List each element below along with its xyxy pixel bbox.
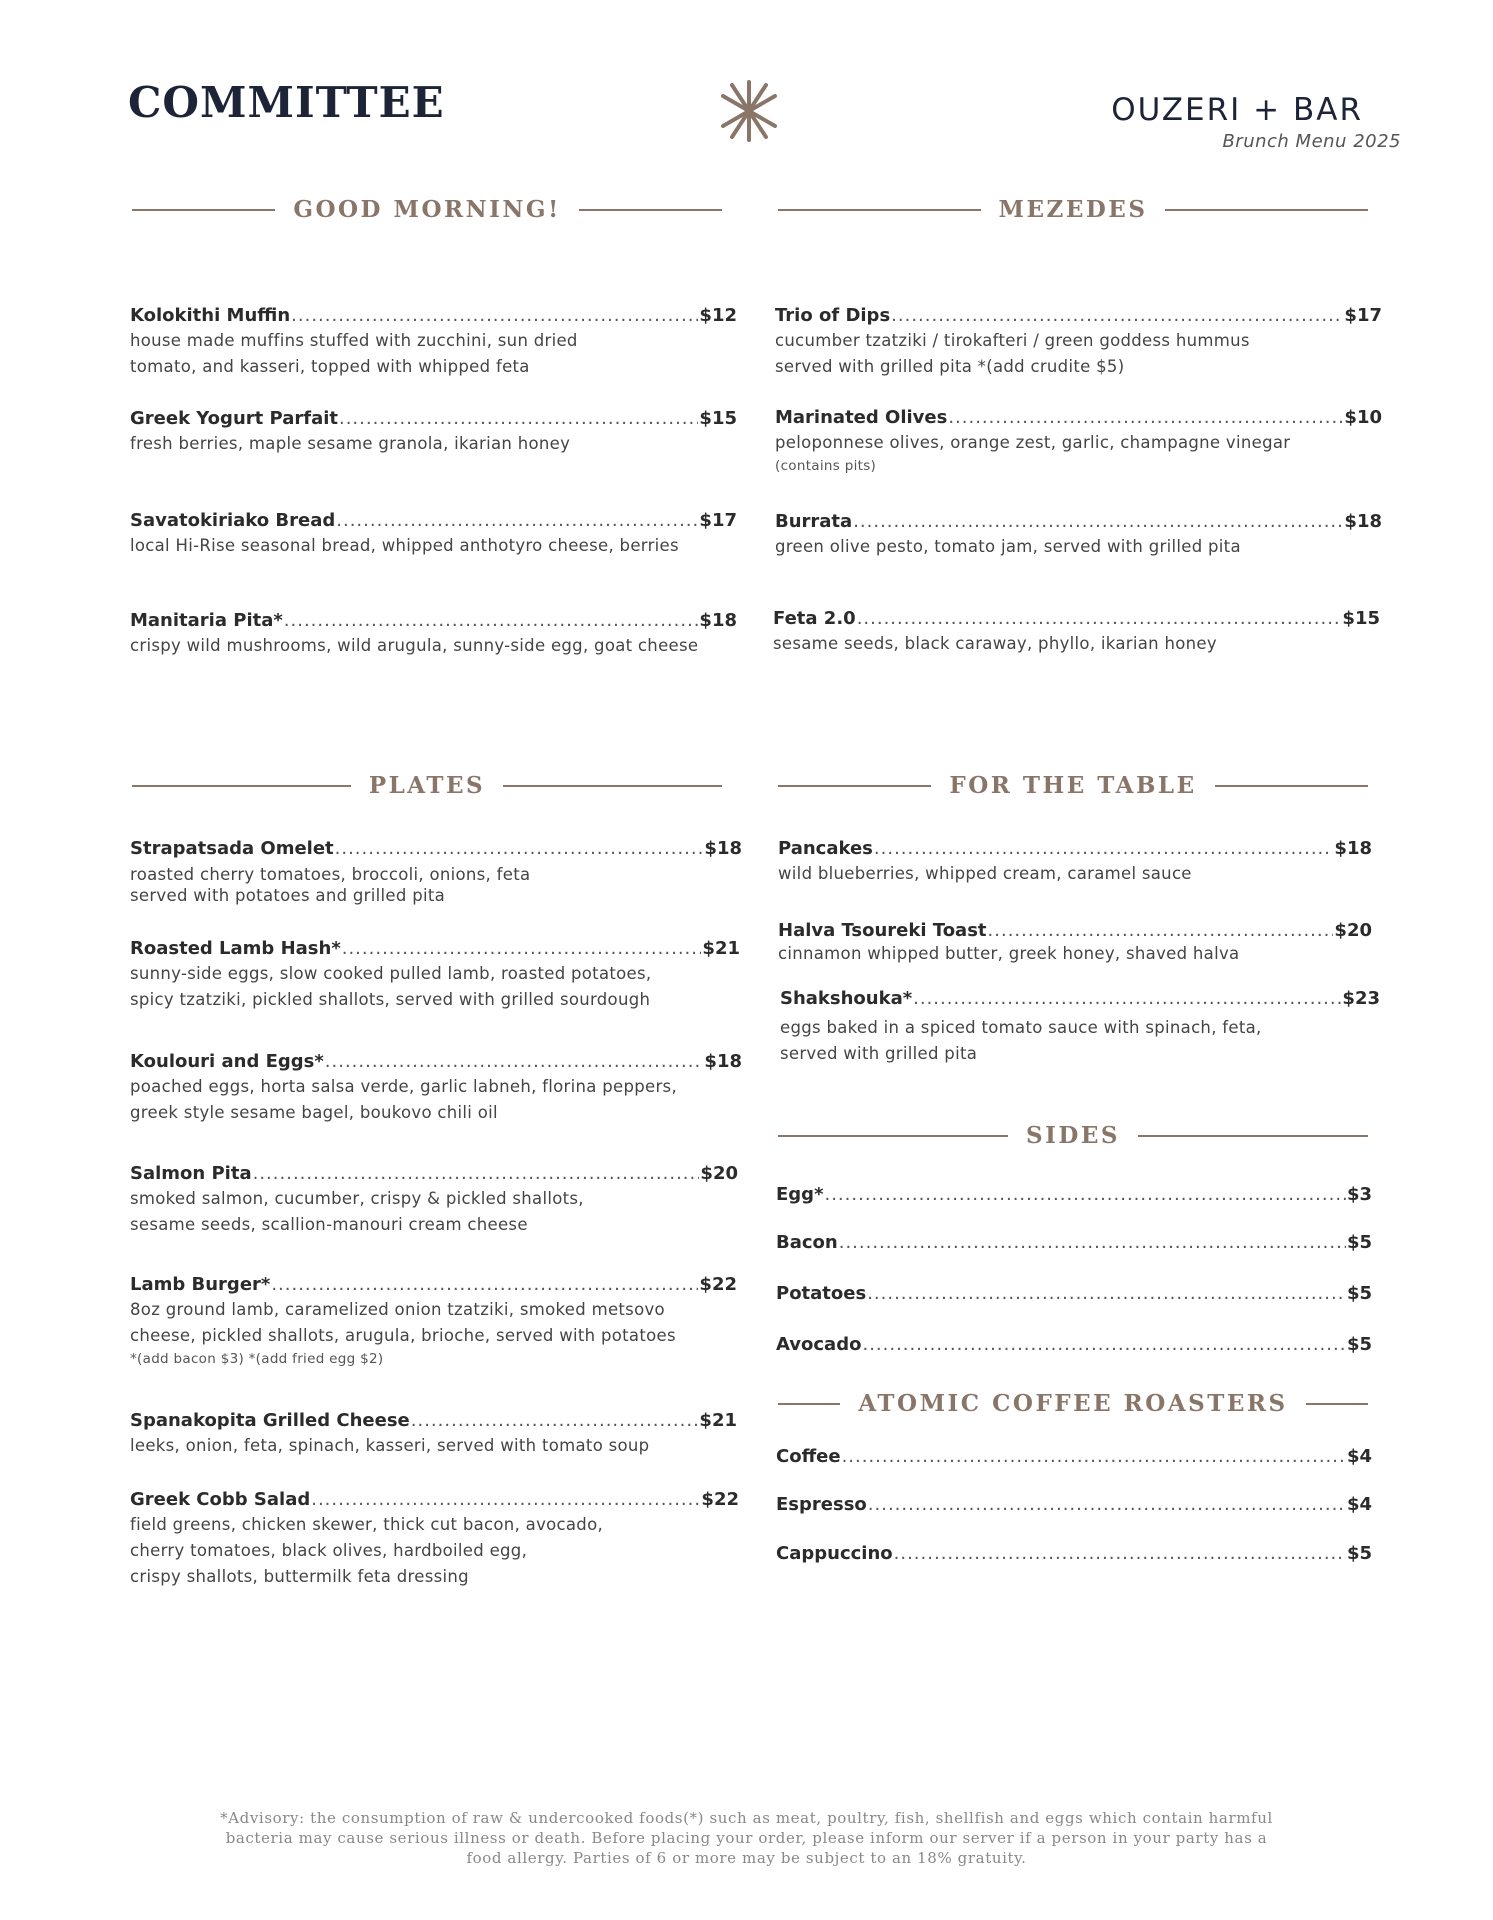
item-description: local Hi-Rise seasonal bread, whipped anthotyro cheese, berries <box>130 536 679 555</box>
section-header-for-the-table <box>778 772 1368 799</box>
item-price: $20 <box>1334 920 1372 941</box>
item-name: Strapatsada Omelet <box>130 838 334 859</box>
item-price: $15 <box>1342 608 1380 629</box>
menu-item <box>776 1334 1372 1355</box>
item-description: peloponnese olives, orange zest, garlic, champagne vinegar <box>775 433 1291 452</box>
item-price: $3 <box>1346 1184 1372 1205</box>
item-name: Greek Cobb Salad <box>130 1489 311 1510</box>
item-price: $18 <box>1344 511 1382 532</box>
item-description: wild blueberries, whipped cream, caramel sauce <box>778 864 1192 883</box>
item-description: house made muffins stuffed with zucchini, sun dried tomato, and kasseri, topped with whipped feta <box>130 331 578 376</box>
item-name: Potatoes <box>776 1283 867 1304</box>
item-price: $21 <box>702 938 740 959</box>
item-price: $21 <box>699 1410 737 1431</box>
item-name: Burrata <box>775 511 853 532</box>
menu-item <box>130 938 740 1013</box>
item-description: cinnamon whipped butter, greek honey, shaved halva <box>778 944 1240 963</box>
item-description: sesame seeds, black caraway, phyllo, ikarian honey <box>773 634 1217 653</box>
item-description: poached eggs, horta salsa verde, garlic labneh, florina peppers, greek style sesame bagel, boukovo chili oil <box>130 1077 677 1122</box>
menu-item <box>778 920 1372 967</box>
menu-item <box>776 1446 1372 1467</box>
section-title: MEZEDES <box>998 196 1148 223</box>
item-price: $5 <box>1346 1334 1372 1355</box>
item-note: *(add bacon $3) *(add fried egg $2) <box>130 1351 384 1367</box>
item-name: Manitaria Pita* <box>130 610 283 631</box>
item-price: $18 <box>699 610 737 631</box>
item-name: Bacon <box>776 1232 838 1253</box>
item-price: $18 <box>704 838 742 859</box>
menu-item <box>776 1232 1372 1253</box>
item-note: (contains pits) <box>775 458 877 474</box>
section-title: FOR THE TABLE <box>949 772 1197 799</box>
item-name: Greek Yogurt Parfait <box>130 408 338 429</box>
item-price: $4 <box>1346 1494 1372 1515</box>
item-name: Savatokiriako Bread <box>130 510 336 531</box>
item-name: Lamb Burger* <box>130 1274 271 1295</box>
menu-item <box>130 610 737 659</box>
item-price: $22 <box>699 1274 737 1295</box>
item-price: $4 <box>1346 1446 1372 1467</box>
item-price: $18 <box>704 1051 742 1072</box>
item-price: $18 <box>1334 838 1372 859</box>
section-header-coffee <box>778 1390 1368 1417</box>
item-name: Feta 2.0 <box>773 608 856 629</box>
section-header-mezedes <box>778 196 1368 223</box>
item-price: $17 <box>699 510 737 531</box>
item-name: Kolokithi Muffin <box>130 305 291 326</box>
menu-item <box>776 1494 1372 1515</box>
menu-item <box>776 1543 1372 1564</box>
menu-item <box>130 838 742 906</box>
menu-item <box>130 1051 742 1126</box>
item-price: $23 <box>1342 988 1380 1009</box>
section-title: PLATES <box>368 772 486 799</box>
menu-item <box>776 1283 1372 1304</box>
item-description: crispy wild mushrooms, wild arugula, sunny-side egg, goat cheese <box>130 636 699 655</box>
item-price: $15 <box>699 408 737 429</box>
menu-item <box>130 1163 738 1238</box>
brand-title: OUZERI + BAR <box>1111 92 1363 128</box>
section-title: SIDES <box>1026 1122 1120 1149</box>
menu-item <box>130 408 737 457</box>
section-header-good-morning <box>132 196 722 223</box>
section-title: GOOD MORNING! <box>293 196 561 223</box>
item-price: $17 <box>1344 305 1382 326</box>
item-name: Spanakopita Grilled Cheese <box>130 1410 410 1431</box>
menu-item <box>775 511 1382 560</box>
item-description: green olive pesto, tomato jam, served with grilled pita <box>775 537 1241 556</box>
item-name: Halva Tsoureki Toast <box>778 920 987 941</box>
item-price: $5 <box>1346 1232 1372 1253</box>
item-description: cucumber tzatziki / tirokafteri / green goddess hummus served with grilled pita *(add crudite $5) <box>775 331 1250 376</box>
item-name: Trio of Dips <box>775 305 891 326</box>
menu-item <box>130 510 737 559</box>
item-name: Roasted Lamb Hash* <box>130 938 341 959</box>
item-name: Avocado <box>776 1334 862 1355</box>
restaurant-logo: COMMITTEE <box>128 78 445 127</box>
menu-item <box>130 1410 737 1459</box>
item-name: Marinated Olives <box>775 407 948 428</box>
menu-item <box>780 988 1380 1067</box>
item-description: field greens, chicken skewer, thick cut bacon, avocado, cherry tomatoes, black olives, hardboiled egg, crispy shallots, buttermilk feta dressing <box>130 1515 604 1586</box>
item-name: Cappuccino <box>776 1543 893 1564</box>
advisory-footer: *Advisory: the consumption of raw & undercooked foods(*) such as meat, poultry, fish, shellfish and eggs which contain harmful bacteria may cause serious illness or death. Before placing your order, please inform our server if a person in your party has a food allergy. Parties of 6 or more may be subject to an 18% gratuity. <box>220 1809 1273 1867</box>
section-title: ATOMIC COFFEE ROASTERS <box>858 1390 1288 1417</box>
item-price: $22 <box>701 1489 739 1510</box>
section-header-sides <box>778 1122 1368 1149</box>
menu-item <box>130 1489 739 1590</box>
menu-item <box>773 608 1380 657</box>
item-description: leeks, onion, feta, spinach, kasseri, served with tomato soup <box>130 1436 650 1455</box>
item-price: $12 <box>699 305 737 326</box>
menu-item <box>130 1274 737 1367</box>
asterisk-star-icon <box>718 80 780 142</box>
menu-subtitle: Brunch Menu 2025 <box>1222 131 1401 152</box>
menu-item <box>775 305 1382 380</box>
item-price: $10 <box>1344 407 1382 428</box>
item-name: Koulouri and Eggs* <box>130 1051 324 1072</box>
item-description: roasted cherry tomatoes, broccoli, onions, feta served with potatoes and grilled pita <box>130 865 531 905</box>
item-price: $5 <box>1346 1283 1372 1304</box>
item-description: eggs baked in a spiced tomato sauce with spinach, feta, served with grilled pita <box>780 1018 1262 1063</box>
item-name: Coffee <box>776 1446 841 1467</box>
item-description: 8oz ground lamb, caramelized onion tzatziki, smoked metsovo cheese, pickled shallots, arugula, brioche, served with potatoes <box>130 1300 676 1345</box>
item-price: $20 <box>700 1163 738 1184</box>
menu-item <box>775 407 1382 474</box>
item-description: fresh berries, maple sesame granola, ikarian honey <box>130 434 571 453</box>
menu-item <box>776 1184 1372 1205</box>
item-description: smoked salmon, cucumber, crispy & pickled shallots, sesame seeds, scallion-manouri cream cheese <box>130 1189 584 1234</box>
menu-item <box>130 305 737 380</box>
item-name: Shakshouka* <box>780 988 913 1009</box>
section-header-plates <box>132 772 722 799</box>
item-name: Salmon Pita <box>130 1163 252 1184</box>
menu-item <box>778 838 1372 887</box>
item-name: Pancakes <box>778 838 873 859</box>
item-name: Espresso <box>776 1494 867 1515</box>
item-name: Egg* <box>776 1184 824 1205</box>
item-description: sunny-side eggs, slow cooked pulled lamb, roasted potatoes, spicy tzatziki, pickled shallots, served with grilled sourdough <box>130 964 652 1009</box>
item-price: $5 <box>1346 1543 1372 1564</box>
